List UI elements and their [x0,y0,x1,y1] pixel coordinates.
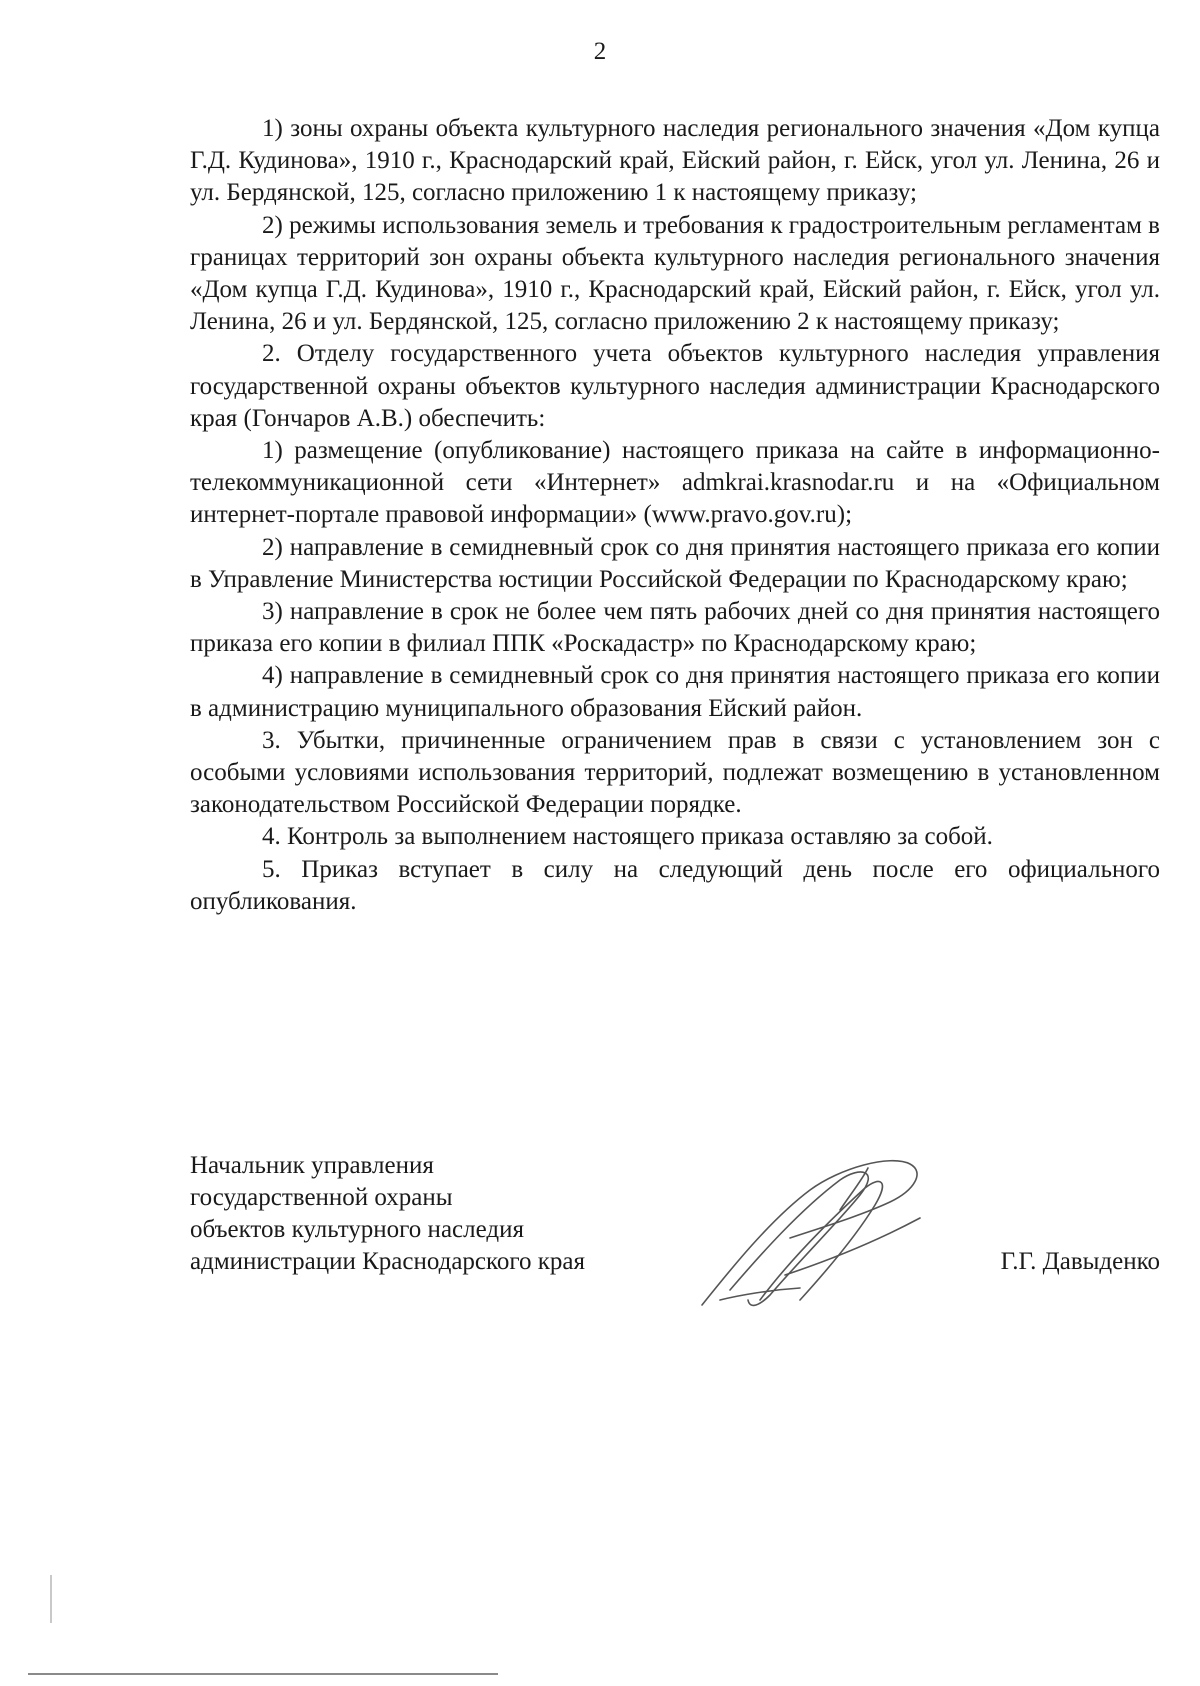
paragraph-item-1-1: 1) зоны охраны объекта культурного наследия регионального значения «Дом купца Г.Д. Кудинова», 1910 г., Краснодарский край, Ейский район, г. Ейск, угол ул. Ленина, 26 и ул. Бердянской, 125, согласно приложению 1 к настоящему приказу; [190,115,1160,207]
paragraph-item-2-1: 1) размещение (опубликование) настоящего приказа на сайте в информационно-телекоммуникационной сети «Интернет» admkrai.krasnodar.ru и на «Официальном интернет-портале правовой информации» (www.pravo.gov.ru); [190,437,1160,529]
signatory-position-line: государственной охраны [190,1184,453,1211]
paragraph-item-2-3: 3) направление в срок не более чем пять рабочих дней со дня принятия настоящего приказа его копии в филиал ППК «Роскадастр» по Краснодарскому краю; [190,598,1160,658]
paragraph-item-2-4: 4) направление в семидневный срок со дня принятия настоящего приказа его копии в администрацию муниципального образования Ейский район. [190,662,1160,722]
signatory-position [190,1150,710,1278]
signatory-position-line: Начальник управления [190,1152,434,1179]
document-body [190,113,1160,918]
signature-block [190,1150,1160,1310]
paragraph-item-2-2: 2) направление в семидневный срок со дня принятия настоящего приказа его копии в Управление Министерства юстиции Российской Федерации по Краснодарскому краю; [190,533,1160,593]
margin-mark [50,1575,52,1623]
page-number: 2 [593,38,607,65]
paragraph-section-3: 3. Убытки, причиненные ограничением прав в связи с установлением зон с особыми условиями использования территорий, подлежат возмещению в установленном законодательством Российской Федерации порядке. [190,726,1160,819]
paragraph-section-4: 4. Контроль за выполнением настоящего приказа оставляю за собой. [262,823,993,851]
paragraph-section-5: 5. Приказ вступает в силу на следующий день после его официального опубликования. [190,855,1160,915]
paragraph-section-2: 2. Отделу государственного учета объектов культурного наследия управления государственной охраны объектов культурного наследия администрации Краснодарского края (Гончаров А.В.) обеспечить: [190,340,1160,432]
signatory-name: Г.Г. Давыденко [1000,1248,1160,1275]
signatory-position-line: администрации Краснодарского края [190,1248,586,1275]
bottom-rule [28,1673,498,1675]
paragraph-item-1-2: 2) режимы использования земель и требования к градостроительным регламентам в границах территорий зон охраны объекта культурного наследия регионального значения «Дом купца Г.Д. Кудинова», 1910 г., Краснодарский край, Ейский район, г. Ейск, угол ул. Ленина, 26 и ул. Бердянской, 125, согласно приложению 2 к настоящему приказу; [190,211,1160,336]
signatory-position-line: объектов культурного наследия [190,1216,524,1243]
handwritten-signature [690,1150,950,1310]
